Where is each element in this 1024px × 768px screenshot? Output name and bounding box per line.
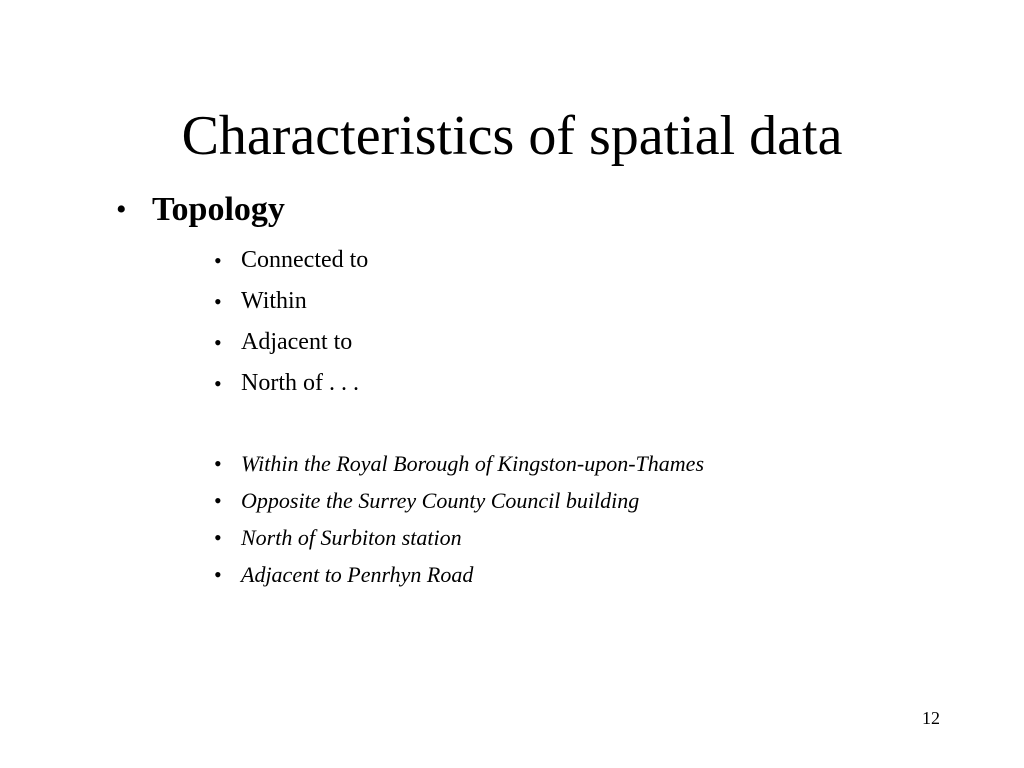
list-item — [214, 322, 974, 363]
list-item — [214, 482, 974, 519]
topology-bullet — [116, 188, 285, 232]
bullet-marker: • — [214, 487, 222, 513]
bullet-marker: • — [214, 329, 222, 355]
topology-relations-list — [214, 240, 974, 404]
list-item — [214, 281, 974, 322]
list-item — [214, 363, 974, 404]
bullet-marker: • — [116, 193, 127, 226]
list-item-text: Adjacent to — [241, 329, 353, 355]
list-item-text: Within the Royal Borough of Kingston-upon-Thames — [241, 450, 704, 476]
list-item-text: Connected to — [241, 247, 369, 273]
bullet-marker: • — [214, 561, 222, 587]
list-item-text: Adjacent to Penrhyn Road — [241, 561, 474, 587]
slide-title: Characteristics of spatial data — [181, 105, 843, 167]
list-item — [214, 240, 974, 281]
bullet-marker: • — [214, 524, 222, 550]
bullet-marker: • — [214, 370, 222, 396]
list-item — [214, 556, 974, 593]
list-item-text: Opposite the Surrey County Council building — [241, 487, 640, 513]
bullet-marker: • — [214, 288, 222, 314]
topology-heading: Topology — [152, 191, 285, 228]
bullet-marker: • — [214, 247, 222, 273]
bullet-marker: • — [214, 450, 222, 476]
list-item-text: North of Surbiton station — [241, 524, 462, 550]
page-number: 12 — [922, 708, 940, 728]
list-item-text: Within — [241, 288, 307, 314]
list-item — [214, 519, 974, 556]
location-examples-list — [214, 445, 974, 593]
list-item — [214, 445, 974, 482]
list-item-text: North of . . . — [241, 370, 359, 396]
